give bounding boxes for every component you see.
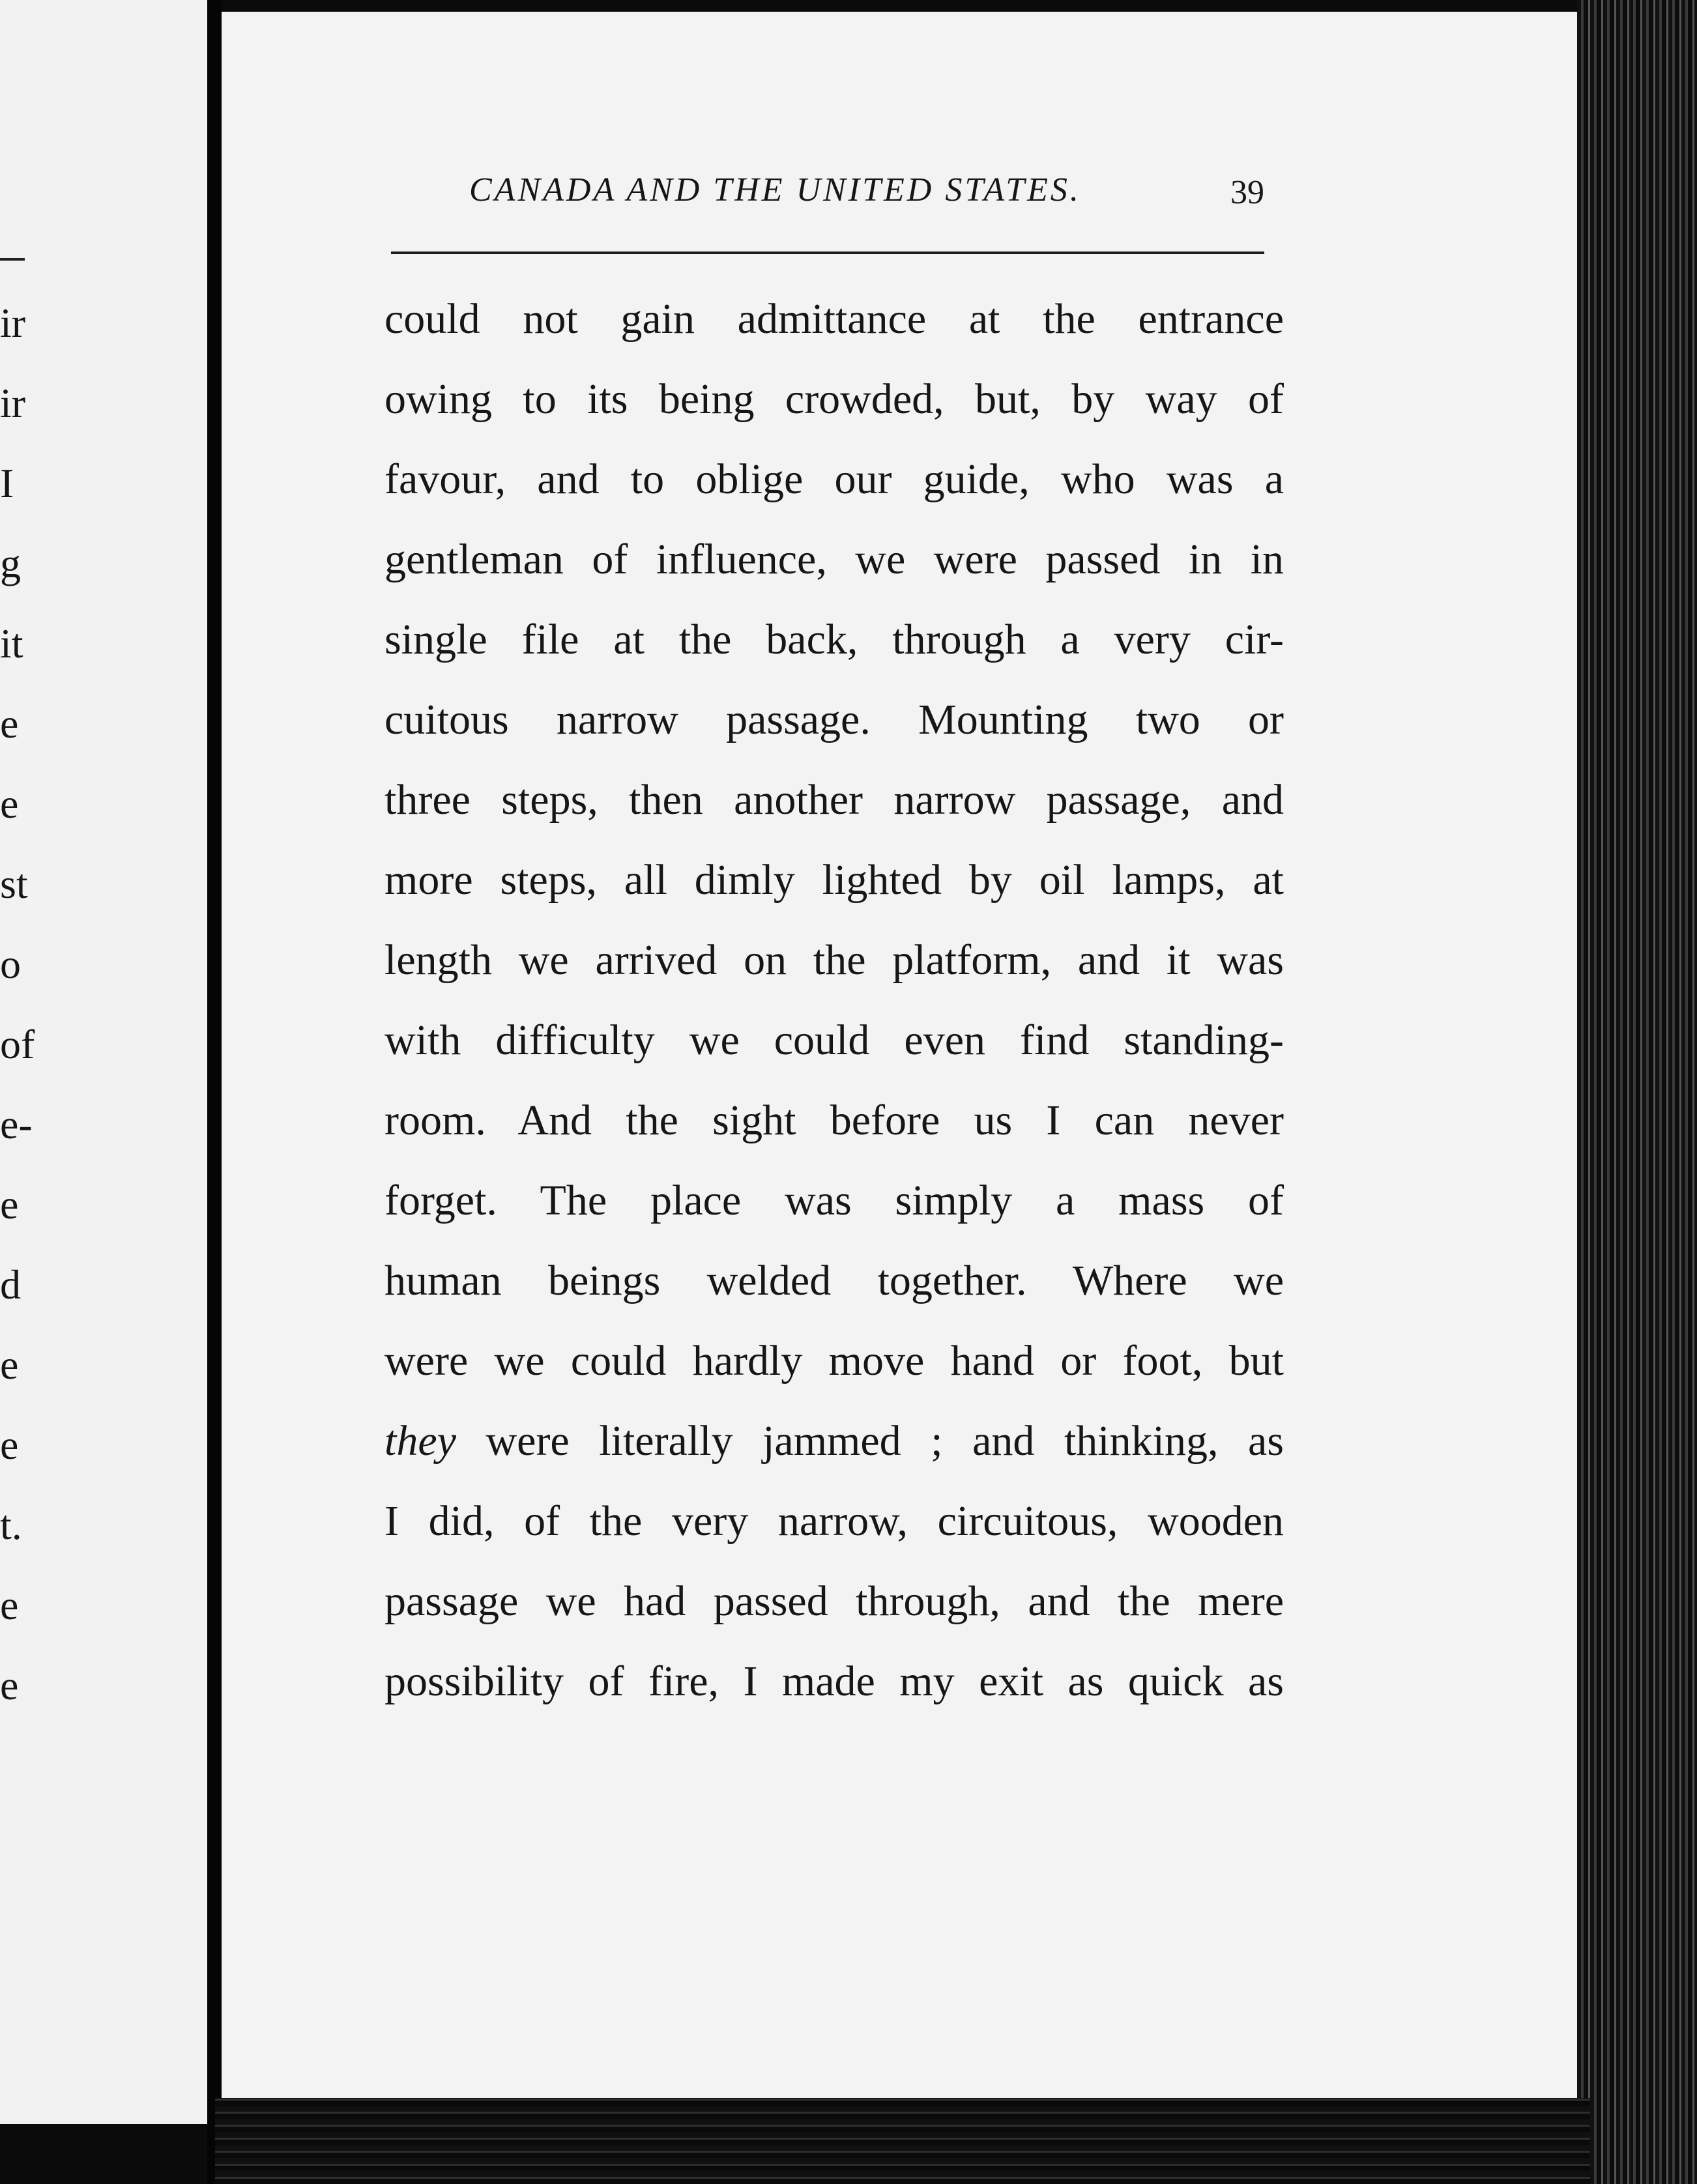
italic-word: they (384, 1417, 456, 1465)
facing-line: e (0, 781, 19, 827)
facing-line: o (0, 941, 21, 987)
text-line: three steps, then another narrow passage, and (384, 776, 1284, 824)
text-line (384, 1414, 1284, 1494)
text-line: forget. The place was simply a mass of (384, 1177, 1284, 1224)
facing-page-text (0, 296, 52, 1738)
page-number: 39 (1230, 174, 1264, 211)
facing-line: e (0, 1582, 19, 1628)
body-text (384, 292, 1284, 1734)
text-line: could not gain admittance at the entrance (384, 295, 1284, 343)
facing-page-rule (0, 258, 25, 261)
text-line: I did, of the very narrow, circuitous, wooden (384, 1497, 1284, 1545)
running-head: CANADA AND THE UNITED STATES. (469, 171, 1081, 208)
text-line-rest: were literally jammed ; and thinking, as (456, 1417, 1284, 1465)
facing-line: e (0, 1662, 19, 1708)
facing-line: e (0, 1342, 19, 1388)
facing-line: of (0, 1021, 35, 1067)
facing-line: st (0, 861, 28, 907)
facing-line: it (0, 620, 23, 667)
text-line: gentleman of influence, we were passed in in (384, 536, 1284, 583)
facing-line: d (0, 1261, 21, 1308)
text-line: favour, and to oblige our guide, who was a (384, 455, 1284, 503)
facing-line: t. (0, 1502, 22, 1548)
book-gutter (207, 0, 222, 2184)
text-line: possibility of fire, I made my exit as quick as (384, 1658, 1284, 1705)
text-line: with difficulty we could even find standing- (384, 1016, 1284, 1064)
facing-line: e- (0, 1101, 33, 1147)
facing-line: ir (0, 300, 26, 346)
header-rule (391, 251, 1264, 254)
text-line: cuitous narrow passage. Mounting two or (384, 696, 1284, 743)
text-line: single file at the back, through a very cir- (384, 616, 1284, 663)
facing-line: g (0, 540, 21, 586)
facing-line: ir (0, 380, 26, 426)
facing-line: e (0, 1422, 19, 1468)
text-line: length we arrived on the platform, and it was (384, 936, 1284, 984)
text-line: room. And the sight before us I can never (384, 1097, 1284, 1144)
facing-line: I (0, 460, 14, 506)
page-edges-right (1577, 0, 1697, 2184)
facing-line: e (0, 700, 19, 747)
text-line: were we could hardly move hand or foot, but (384, 1337, 1284, 1385)
facing-line: e (0, 1181, 19, 1228)
facing-page (0, 0, 207, 2124)
text-line: human beings welded together. Where we (384, 1257, 1284, 1304)
text-line: passage we had passed through, and the mere (384, 1577, 1284, 1625)
text-line: owing to its being crowded, but, by way of (384, 375, 1284, 423)
page-edges-bottom (215, 2098, 1590, 2184)
text-line: more steps, all dimly lighted by oil lamps, at (384, 856, 1284, 904)
